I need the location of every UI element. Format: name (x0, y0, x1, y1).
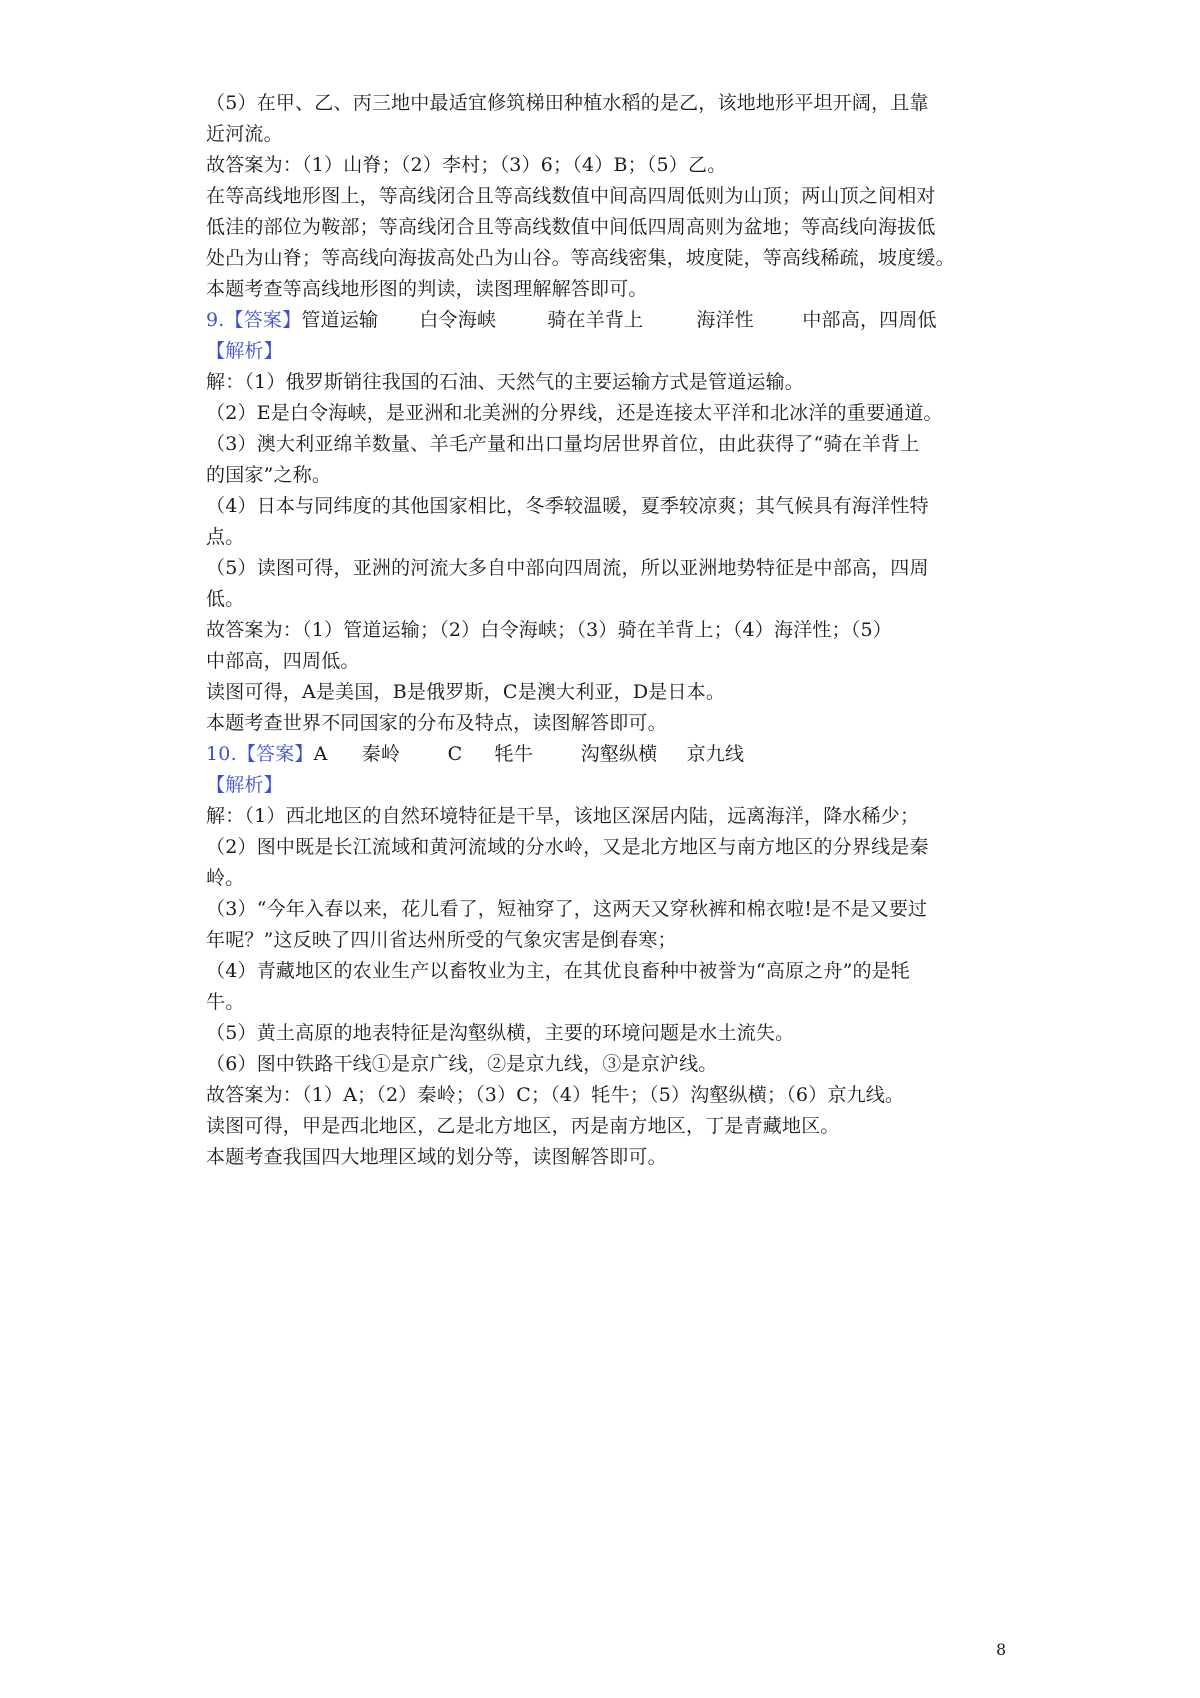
q10-analysis-line: 年呢？”这反映了四川省达州所受的气象灾害是倒春寒； (206, 929, 677, 951)
q10-answer-1: A (313, 743, 328, 765)
q10-analysis-line: （4）青藏地区的农业生产以畜牧业为主，在其优良畜种中被誉为“高原之舟”的是牦 (206, 960, 911, 982)
q8-note-line: 本题考查等高线地形图的判读，读图理解解答即可。 (206, 278, 648, 300)
q9-answer-3: 骑在羊背上 (547, 309, 644, 331)
q9-answer-1: 管道运输 (301, 309, 379, 331)
q9-analysis-line: 中部高，四周低。 (206, 650, 360, 672)
q10-analysis-line: 牛。 (206, 991, 245, 1013)
q9-answer-line (206, 305, 1006, 336)
q9-number: 9. (206, 309, 225, 331)
q10-analysis-line: （3）“今年入春以来，花儿看了，短袖穿了，这两天又穿秋裤和棉衣啦!是不是又要过 (206, 898, 928, 920)
q8-item5-line2: 近河流。 (206, 123, 283, 145)
q8-answer-summary: 故答案为：（1）山脊；（2）李村；（3）6；（4）B；（5）乙。 (206, 154, 727, 176)
q9-analysis-line: （5）读图可得，亚洲的河流大多自中部向四周流，所以亚洲地势特征是中部高，四周 (206, 557, 929, 579)
q9-analysis-line: 故答案为：（1）管道运输；（2）白令海峡；（3）骑在羊背上；（4）海洋性；（5） (206, 619, 892, 641)
q10-answer-5: 沟壑纵横 (580, 743, 658, 765)
q10-answer-2: 秦岭 (361, 743, 401, 765)
q9-answer-tag: 【答案】 (224, 309, 302, 331)
q10-answer-6: 京九线 (686, 743, 745, 765)
q9-answer-5: 中部高，四周低 (802, 309, 937, 331)
q9-analysis-line: （2）E是白令海峡，是亚洲和北美洲的分界线，还是连接太平洋和北冰洋的重要通道。 (206, 402, 943, 424)
q10-analysis-line: 故答案为：（1）A；（2）秦岭；（3）C；（4）牦牛；（5）沟壑纵横；（6）京九线。 (206, 1084, 905, 1106)
q10-number: 10. (206, 743, 237, 765)
q9-analysis-line: （3）澳大利亚绵羊数量、羊毛产量和出口量均居世界首位，由此获得了“骑在羊背上 (206, 433, 920, 455)
q9-analysis-line: 低。 (206, 588, 245, 610)
q8-note-line: 低洼的部位为鞍部；等高线闭合且等高线数值中间低四周高则为盆地；等高线向海拔低 (206, 216, 936, 238)
q10-analysis-line: （6）图中铁路干线①是京广线，②是京九线，③是京沪线。 (206, 1053, 718, 1075)
page-number: 8 (996, 1640, 1007, 1659)
page-content (206, 88, 1006, 1173)
q9-analysis-line: （4）日本与同纬度的其他国家相比，冬季较温暖，夏季较凉爽；其气候具有海洋性特 (206, 495, 929, 517)
q8-note-line: 在等高线地形图上，等高线闭合且等高线数值中间高四周低则为山顶；两山顶之间相对 (206, 185, 936, 207)
q9-analysis-line: 解：（1）俄罗斯销往我国的石油、天然气的主要运输方式是管道运输。 (206, 371, 804, 393)
q10-analysis-line: 读图可得，甲是西北地区，乙是北方地区，丙是南方地区，丁是青藏地区。 (206, 1115, 840, 1137)
q9-answer-4: 海洋性 (696, 309, 754, 331)
q10-answer-4: 牦牛 (494, 743, 534, 765)
q10-analysis-line: 解：（1）西北地区的自然环境特征是干旱，该地区深居内陆，远离海洋，降水稀少； (206, 805, 920, 827)
q10-answer-tag: 【答案】 (236, 743, 314, 765)
q9-analysis-line: 的国家”之称。 (206, 464, 332, 486)
q10-analysis-line: 本题考查我国四大地理区域的划分等，读图解答即可。 (206, 1146, 667, 1168)
q10-analysis-line: 岭。 (206, 867, 245, 889)
q10-answer-3: C (447, 743, 463, 765)
q9-analysis-line: 本题考查世界不同国家的分布及特点，读图解答即可。 (206, 712, 667, 734)
q10-analysis-line: （2）图中既是长江流域和黄河流域的分水岭，又是北方地区与南方地区的分界线是秦 (206, 836, 929, 858)
q8-note-line: 处凸为山脊；等高线向海拔高处凸为山谷。等高线密集，坡度陡，等高线稀疏，坡度缓。 (206, 247, 955, 269)
q9-answer-2: 白令海峡 (419, 309, 497, 331)
q9-analysis-tag: 【解析】 (206, 340, 283, 362)
q10-analysis-line: （5）黄土高原的地表特征是沟壑纵横，主要的环境问题是水土流失。 (206, 1022, 795, 1044)
q9-analysis-line: 点。 (206, 526, 245, 548)
q10-analysis-tag: 【解析】 (206, 774, 283, 796)
q9-analysis-line: 读图可得，A是美国，B是俄罗斯，C是澳大利亚，D是日本。 (206, 681, 726, 703)
q10-answer-line (206, 739, 1006, 770)
q8-item5-line1: （5）在甲、乙、丙三地中最适宜修筑梯田种植水稻的是乙，该地地形平坦开阔，且靠 (206, 92, 929, 114)
